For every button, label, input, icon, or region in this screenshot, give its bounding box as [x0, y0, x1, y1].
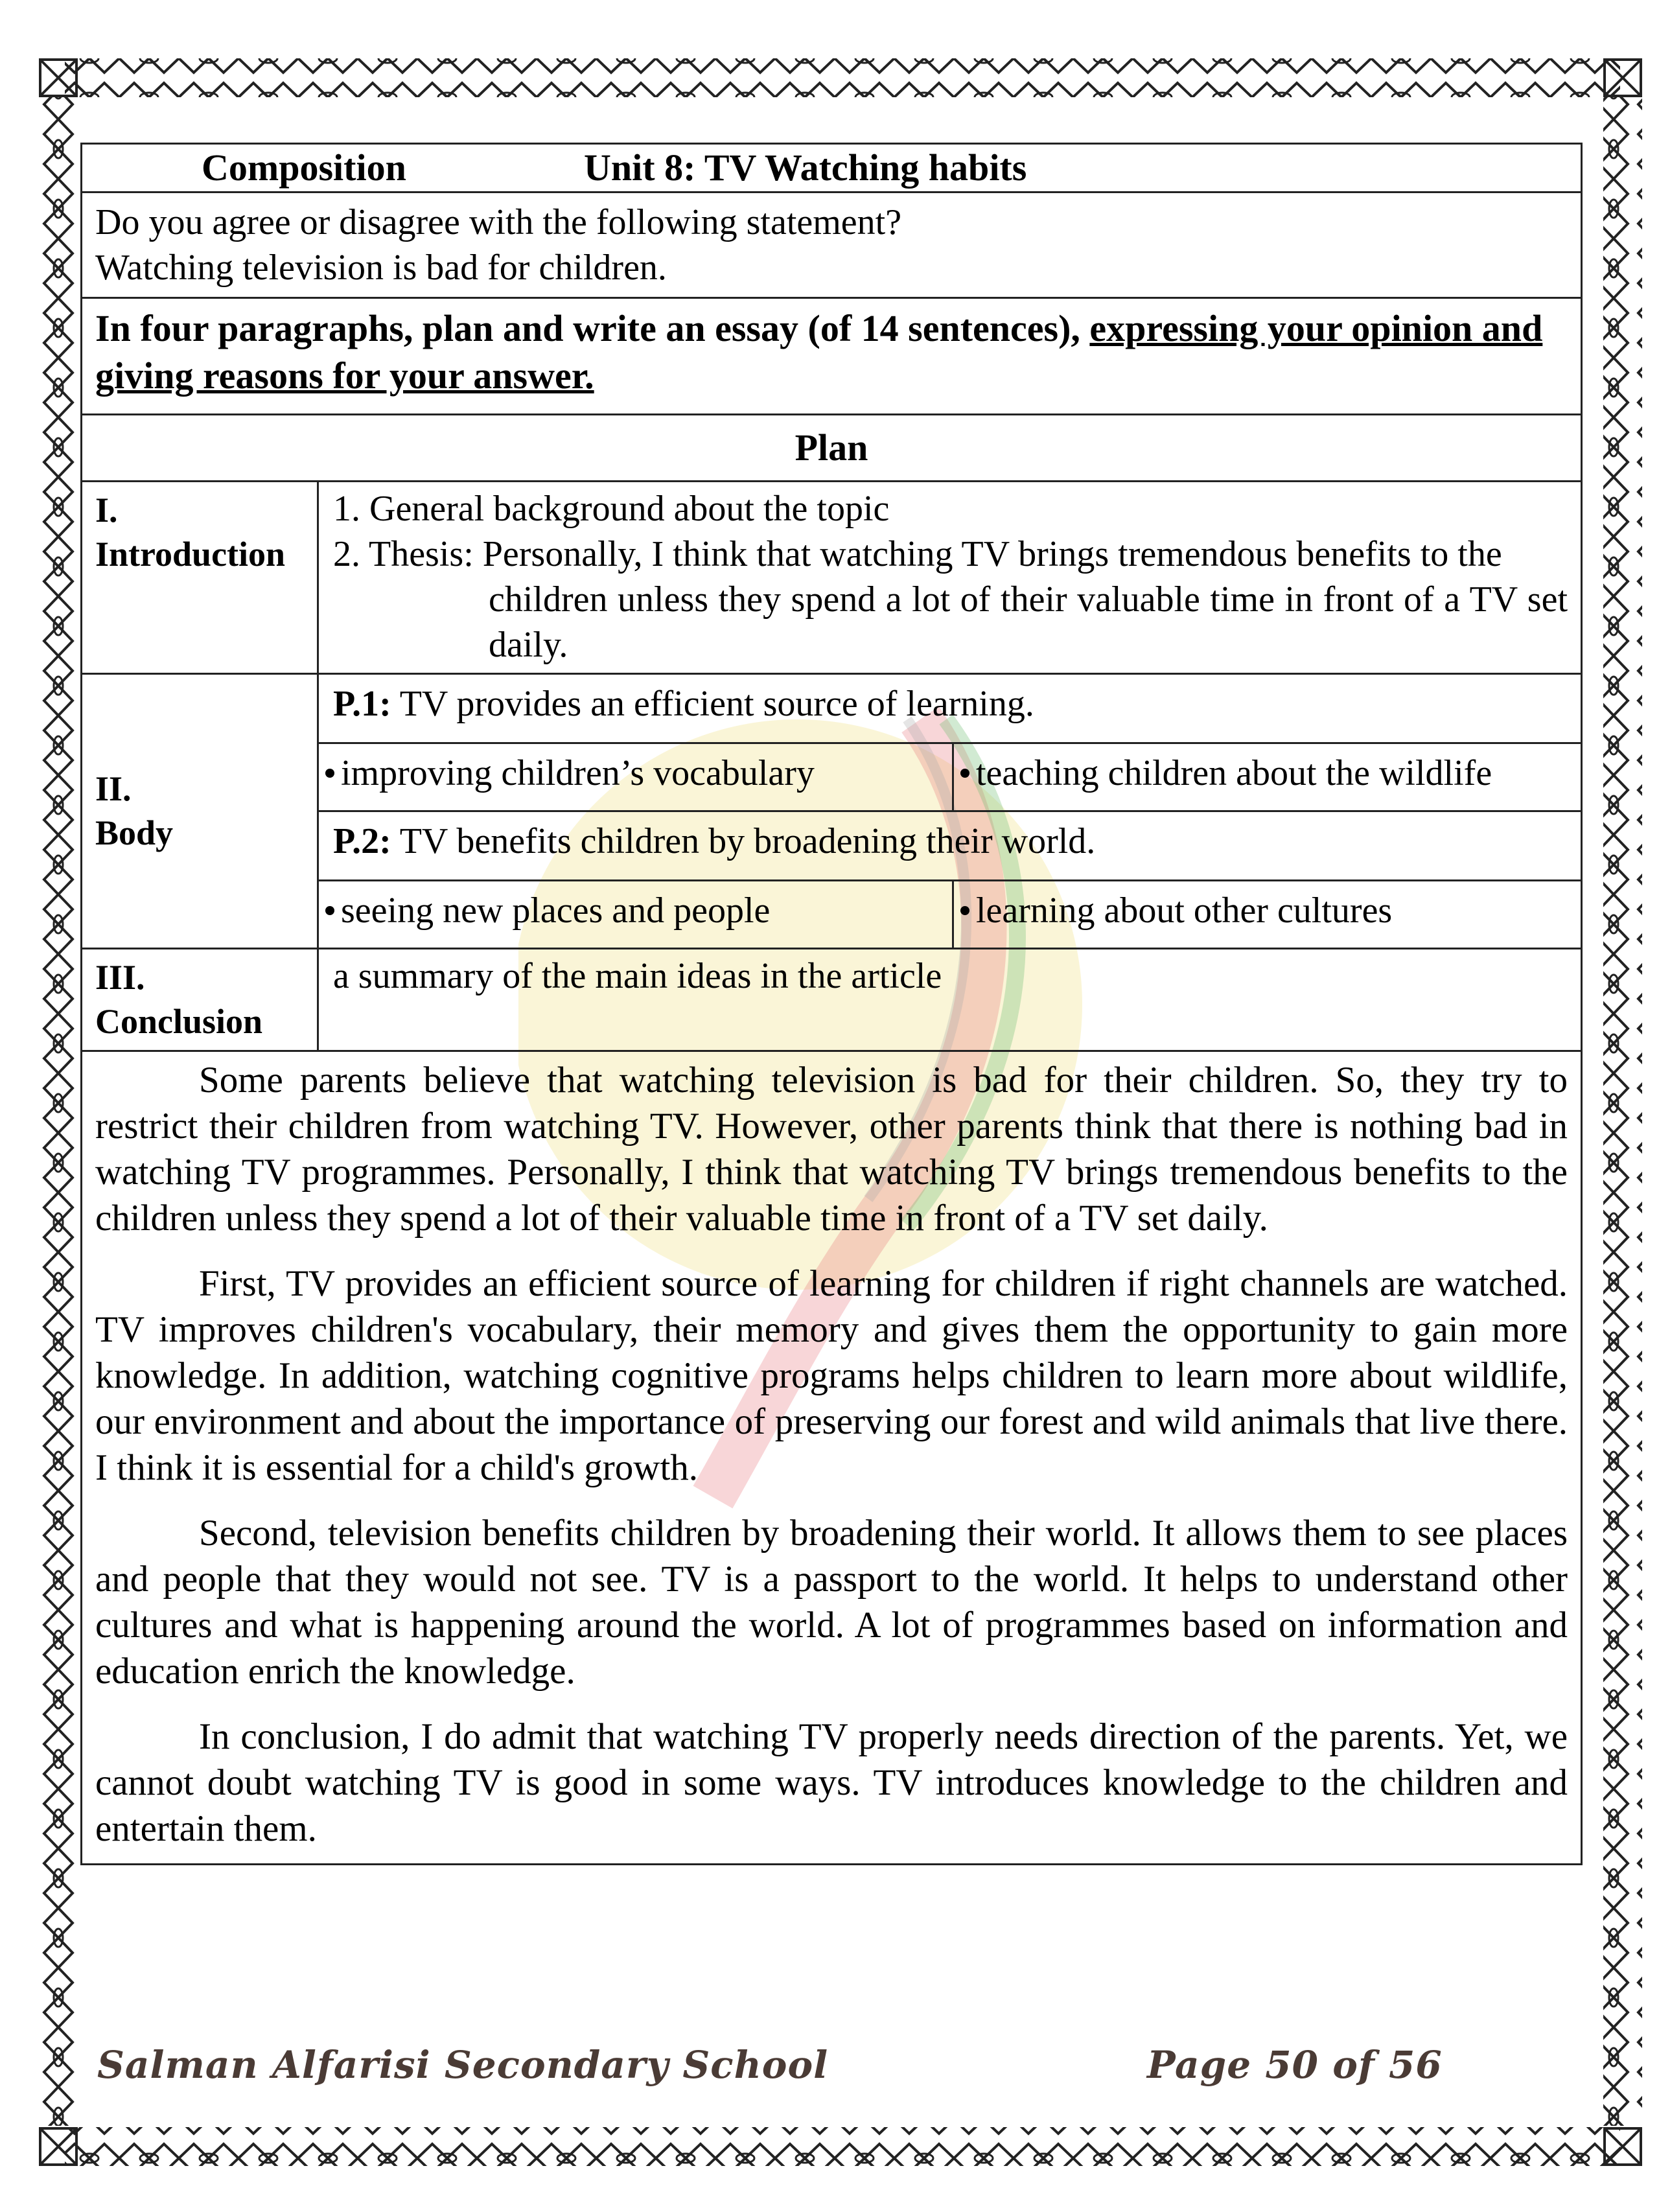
- p2-text: TV benefits children by broadening their world.: [391, 821, 1096, 861]
- bullet-icon: [325, 906, 334, 915]
- essay-paragraph-3: Second, television benefits children by broadening their world. It allows them to see places and people that they would not see. TV is a passport to the world. It helps to understand other cultures and what is happening around the world. A lot of programmes based on information and education enrich the knowledge.: [95, 1513, 1568, 1692]
- footer-page-number: Page 50 of 56: [1147, 2043, 1443, 2087]
- bullet-icon: [960, 769, 969, 778]
- task-instructions: [82, 298, 1582, 415]
- conclusion-content: a summary of the main ideas in the article: [318, 949, 1582, 1051]
- body-number: II.: [95, 769, 132, 808]
- p2-bullet-1: [319, 881, 954, 948]
- bullet-icon: [960, 906, 969, 915]
- essay-paragraph-2: First, TV provides an efficient source of learning for children if right channels are watched. TV improves children's vocabulary, their memory and gives them the opportunity to gain more knowledge. In addition, watching cognitive programs helps children to learn more about wildlife, our environment and about the importance of preserving our forest and wild animals that live there. I think it is essential for a child's growth.: [95, 1263, 1568, 1488]
- p1-bullet-2: [954, 744, 1581, 810]
- unit-title: Unit 8: TV Watching habits: [584, 146, 1027, 189]
- title-cell: [82, 144, 1582, 192]
- composition-document: [80, 143, 1583, 1865]
- body-label-cell: [82, 674, 318, 949]
- p1-text: TV provides an efficient source of learning.: [391, 684, 1034, 724]
- intro-number: I.: [95, 491, 118, 530]
- intro-point-2-continued: children unless they spend a lot of their valuable time in front of a TV set daily.: [489, 579, 1568, 665]
- p1-bullet-1-text: improving children’s vocabulary: [341, 753, 815, 793]
- question-cell: [82, 192, 1582, 298]
- p1-bullet-2-text: teaching children about the wildlife: [976, 753, 1492, 793]
- conclusion-number: III.: [95, 958, 145, 997]
- p2-tag: P.2:: [333, 821, 391, 861]
- composition-label: Composition: [202, 146, 406, 189]
- conclusion-label: Conclusion: [95, 1001, 263, 1041]
- bullet-icon: [325, 769, 334, 778]
- p1-tag: P.1:: [333, 684, 391, 724]
- intro-point-1: 1. General background about the topic: [333, 489, 890, 529]
- plan-heading: Plan: [82, 415, 1582, 482]
- question-line-1: Do you agree or disagree with the following statement?: [95, 202, 902, 242]
- intro-point-2: 2. Thesis: Personally, I think that watching TV brings tremendous benefits to the: [333, 534, 1502, 574]
- body-paragraph-2: [318, 811, 1582, 881]
- p2-bullet-2-text: learning about other cultures: [976, 891, 1393, 931]
- task-underlined-text: expressing your opinion and giving reasons for your answer.: [95, 307, 1543, 397]
- essay-paragraph-1: Some parents believe that watching television is bad for their children. So, they try to restrict their children from watching TV. However, other parents think that there is nothing bad in watching TV programmes. Personally, I think that watching TV brings tremendous benefits to the children unless they spend a lot of their valuable time in front of a TV set daily.: [95, 1060, 1568, 1239]
- p2-bullets-row: [318, 881, 1582, 949]
- task-text: In four paragraphs, plan and write an essay (of 14 sentences),: [95, 307, 1090, 349]
- body-paragraph-1: [318, 674, 1582, 743]
- intro-label-cell: [82, 482, 318, 674]
- p1-bullet-1: [319, 744, 954, 810]
- p1-bullets-row: [318, 743, 1582, 811]
- footer-school-name: Salman Alfarisi Secondary School: [97, 2043, 829, 2087]
- intro-label: Introduction: [95, 534, 286, 574]
- conclusion-label-cell: [82, 949, 318, 1051]
- p2-bullet-2: [954, 881, 1581, 948]
- essay-body: [82, 1051, 1582, 1865]
- body-label: Body: [95, 813, 174, 852]
- intro-content: [318, 482, 1582, 674]
- essay-paragraph-4: In conclusion, I do admit that watching TV properly needs direction of the parents. Yet, we cannot doubt watching TV is good in some ways. TV introduces knowledge to the children and entertain them.: [95, 1716, 1568, 1849]
- question-line-2: Watching television is bad for children.: [95, 248, 667, 288]
- p2-bullet-1-text: seeing new places and people: [341, 891, 771, 931]
